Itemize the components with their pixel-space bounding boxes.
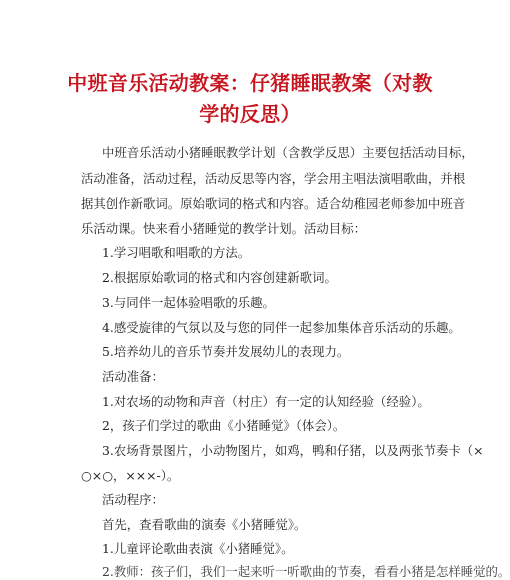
procedure-item: 首先，查看歌曲的演奏《小猪睡觉》。 bbox=[102, 517, 307, 532]
objective-item: 5.培养幼儿的音乐节奏并发展幼儿的表现力。 bbox=[102, 344, 350, 359]
preparation-item: 3.农场背景图片，小动物图片，如鸡，鸭和仔猪，以及两张节奏卡（× bbox=[102, 443, 484, 458]
objective-item: 2.根据原始歌词的格式和内容创建新歌词。 bbox=[102, 270, 337, 285]
objective-item: 4.感受旋律的气氛以及与您的同伴一起参加集体音乐活动的乐趣。 bbox=[102, 320, 461, 335]
section-heading-procedure: 活动程序： bbox=[102, 492, 164, 507]
objective-item: 3.与同伴一起体验唱歌的乐趣。 bbox=[102, 295, 275, 310]
body-paragraph-line: 据其创作新歌词。原始歌词的格式和内容。适合幼稚园老师参加中班音 bbox=[81, 196, 466, 211]
objective-item: 1.学习唱歌和唱歌的方法。 bbox=[102, 245, 251, 260]
body-paragraph-line: 乐活动课。快来看小猪睡觉的教学计划。活动目标： bbox=[81, 221, 366, 236]
body-paragraph-line: 中班音乐活动小猪睡眠教学计划（含教学反思）主要包括活动目标， bbox=[102, 145, 474, 160]
section-heading-preparation: 活动准备： bbox=[102, 369, 164, 384]
preparation-item: 1.对农场的动物和声音（村庄）有一定的认知经验（经验）。 bbox=[102, 394, 430, 409]
procedure-item: 1.儿童评论歌曲表演《小猪睡觉》。 bbox=[102, 541, 294, 556]
preparation-item-continued: ○×○，×××-）。 bbox=[81, 468, 180, 483]
preparation-item: 2，孩子们学过的歌曲《小猪睡觉》（体会）。 bbox=[102, 418, 346, 433]
title-line-2: 学的反思） bbox=[199, 102, 301, 126]
title-line-1: 中班音乐活动教案：仔猪睡眠教案（对教 bbox=[67, 71, 433, 95]
procedure-item-cut-off: 2.教师：孩子们，我们一起来听一听歌曲的节奏，看看小猪是怎样睡觉的。 bbox=[102, 564, 510, 579]
document-title bbox=[60, 68, 440, 130]
body-paragraph-line: 活动准备，活动过程，活动反思等内容，学会用主唱法演唱歌曲，并根 bbox=[81, 171, 466, 186]
